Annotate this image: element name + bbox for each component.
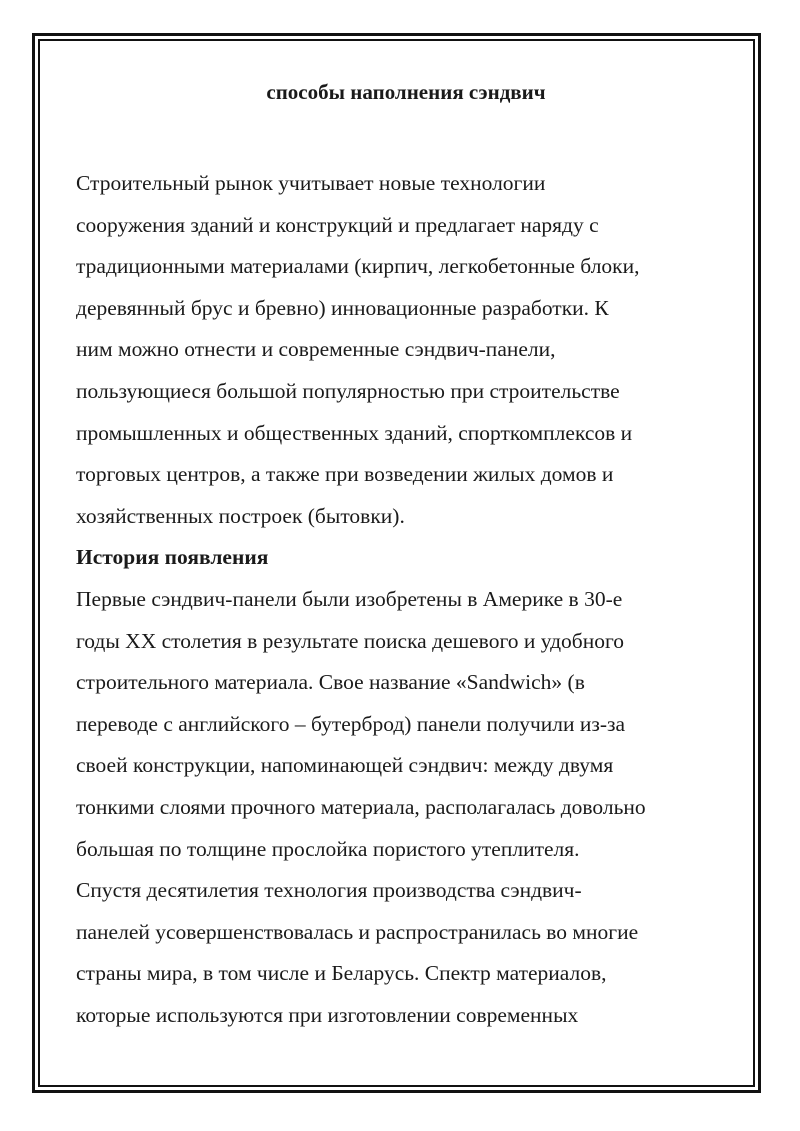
text-line: Строительный рынок учитывает новые технологии [76,171,546,195]
text-line: промышленных и общественных зданий, спорткомплексов и [76,420,633,445]
document-title: способы наполнения сэндвич [266,80,546,104]
document-body [76,70,736,1036]
text-line: годы XX столетия в результате поиска дешевого и удобного [76,628,625,653]
intro-paragraph [76,163,736,537]
text-line: своей конструкции, напоминающей сэндвич: между двумя [76,753,614,778]
text-line: Спустя десятилетия технология производства сэндвич- [76,878,582,903]
text-line: страны мира, в том числе и Беларусь. Спектр материалов, [76,961,607,986]
text-line: торговых центров, а также при возведении жилых домов и [76,462,614,487]
text-line: панелей усовершенствовалась и распространилась во многие [76,919,639,944]
text-line: переводе с английского – бутерброд) панели получили из-за [76,711,626,736]
text-line: сооружения зданий и конструкций и предлагает наряду с [76,212,599,237]
text-line: строительного материала. Свое название «Sandwich» (в [76,670,585,695]
text-line: тонкими слоями прочного материала, располагалась довольно [76,794,646,819]
text-line: традиционными материалами (кирпич, легкобетонные блоки, [76,254,640,279]
history-paragraph [76,579,736,1037]
text-line: хозяйственных построек (бытовки). [76,503,405,528]
section-heading: История появления [76,545,269,570]
text-line: которые используются при изготовлении современных [76,1002,579,1027]
text-line: ним можно отнести и современные сэндвич-панели, [76,337,556,362]
text-line: пользующиеся большой популярностью при строительстве [76,378,620,403]
text-line: деревянный брус и бревно) инновационные разработки. К [76,295,609,320]
text-line: большая по толщине прослойка пористого утеплителя. [76,836,580,861]
text-line: Первые сэндвич-панели были изобретены в Америке в 30-е [76,586,623,611]
